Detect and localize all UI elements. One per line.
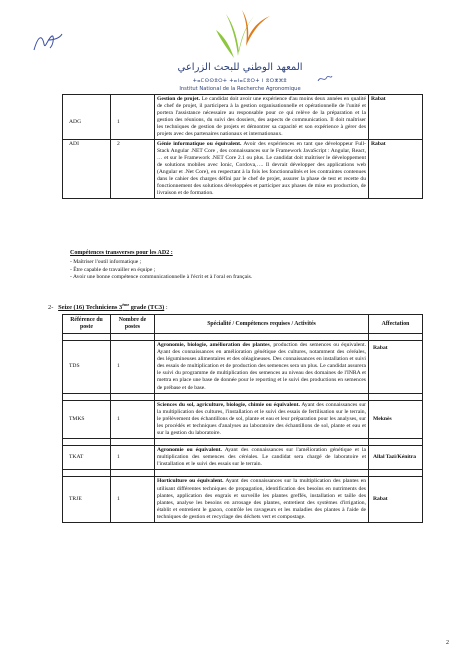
specialty-text: Ayant des connaissances sur la multiplication des plantes en utilisant différentes techniques de propagation, identification des besoins en nutriments des plantes, application des engrais et surveille les plantes greffés, installation et taille des plantes, analyse les besoins en arrosage des plantes, entretient des systèmes d'irrigation, établit et entretient le gazon, contrôle les ravageurs et les maladies des plantes à l'aide de techniques de gestion et recyclage des déchets vert et compostage. (157, 478, 366, 520)
column-header-reference: Référence du poste (63, 315, 111, 334)
column-header-specialty: Spécialité / Compétences requises / Activités (155, 315, 369, 334)
specialty-text: , production des semences ou équivalent. Ayant des connaissances en amélioration génétique des cultures, notamment des céréales, des légumineuses alimentaires et des oléagineuses. Des connaissances en installation et suivi des essais de multiplication et de production des semences sera un plus. Le candidat assurera le suivi du programme de multiplication des semences au niveau des domaines de l'INRA et mettra en place une base de donnée pour le reporting et le suivi des productions en semences de prébase et de base. (157, 342, 366, 391)
post-description (155, 477, 369, 523)
table-row (63, 341, 423, 394)
specialty-title: Génie informatique ou équivalent. (157, 141, 242, 147)
post-reference: TMKS (63, 400, 111, 438)
table-header-row (63, 315, 423, 334)
institute-name-tifinagh: ⵜⴰⵎⵙⵙⵓⵔⵜ ⵜⴰⵏⴰⵎⵓⵔⵜ ⵏ ⵓⵔⵣⵣⵓ (192, 78, 288, 84)
specialty-text: Ayant des connaissances sur l'amélioration génétique et la multiplication des semences des céréales. Le candidat sera chargé de laboratoire et l'installation et le suivi des essais sur le terrain. (157, 447, 366, 468)
post-description (155, 140, 369, 199)
specialty-title: Agronomie ou équivalent. (157, 447, 222, 454)
list-item: - Être capable de travailler en équipe ; (70, 266, 156, 273)
post-affectation: Allal Tazi/Kénitra (369, 446, 423, 470)
table-row (63, 95, 423, 140)
table-row (63, 140, 423, 199)
specialty-title: Gestion de projet. (157, 96, 201, 102)
column-header-affectation: Affectation (369, 315, 423, 334)
post-reference: TRJE (63, 477, 111, 523)
post-affectation: Meknès (369, 400, 423, 438)
competences-heading: Compétences transverses pour les AD2 : (70, 250, 173, 256)
post-affectation: Rabat (369, 95, 423, 140)
specialty-title: Sciences du sol, agriculture, biologie, chimie ou équivalent. (157, 401, 300, 408)
section-heading: 2- Seize (16) Techniciens 3ème grade (TC3) : (48, 302, 168, 312)
post-count: 1 (111, 477, 155, 523)
specialty-title: Horticulture ou équivalent. (157, 478, 224, 485)
institute-name-french: Institut National de la Recherche Agronomique (179, 86, 301, 92)
post-count: 2 (111, 140, 155, 199)
positions-table-tc3 (62, 314, 423, 523)
inra-logo-mark (196, 6, 282, 66)
inra-logo (196, 6, 282, 98)
table-row (63, 446, 423, 470)
handwritten-initials (30, 30, 66, 56)
positions-table-ad2 (62, 94, 423, 199)
post-description (155, 446, 369, 470)
post-reference: ADG (63, 95, 111, 140)
post-reference: ADI (63, 140, 111, 199)
column-header-count: Nombre de postes (111, 315, 155, 334)
list-item: - Maîtriser l'outil informatique ; (70, 259, 142, 265)
post-description (155, 341, 369, 394)
post-reference: TDS (63, 341, 111, 394)
post-count: 1 (111, 400, 155, 438)
post-count: 1 (111, 341, 155, 394)
specialty-text: Ayant des connaissances sur la multiplication des cultures, l'installation et le suivi des essais de fertilisation sur le terrain, le prélèvement des échantillons de sol, plante et eau et leur préparation pour les analyses, sur les procédés et techniques d'analyses au laboratoire des échantillons de sol, plante et eau et sur la gestion du laboratoire. (157, 401, 366, 437)
page-number: 2 (446, 640, 449, 646)
table-spacer-row (63, 439, 423, 446)
table-spacer-row (63, 334, 423, 341)
table-spacer-row (63, 393, 423, 400)
table-spacer-row (63, 470, 423, 477)
post-affectation: Rabat (369, 140, 423, 199)
handwritten-mark (316, 72, 334, 84)
post-count: 1 (111, 95, 155, 140)
list-item: - Avoir une bonne compétence communicationnelle à l'écrit et à l'oral en français. (70, 274, 253, 281)
table-row (63, 477, 423, 523)
institute-name-arabic: المعهد الوطني للبحث الزراعي (177, 62, 303, 73)
post-count: 1 (111, 446, 155, 470)
post-description (155, 400, 369, 438)
competences-list (70, 259, 252, 282)
post-affectation: Rabat (369, 341, 423, 394)
specialty-text: Le candidat doit avoir une expérience d'au moins deux années en qualité de chef de projet, il participera à la gestion organisationnelle et opérationnelle de l'unité et portera l'assistance nécessaire au responsable pour ce qui relève de la préparation et la gestion des réunions, du suivi des dossiers, des aspects de communication. Il doit maîtriser les techniques de gestion de projets et démontrer sa capacité et son expérience à gérer des projets avec des partenaires nationaux et internationaux. (157, 96, 366, 137)
post-affectation: Rabat (369, 477, 423, 523)
post-reference: TKAT (63, 446, 111, 470)
table-row (63, 400, 423, 438)
specialty-title: Agronomie, biologie, amélioration des plantes (157, 342, 270, 348)
specialty-text: Avoir des expériences en tant que développeur Full-Stack Angular .NET Core , des connaissances sur le Framework JavaScript : Angular, React, … et sur le Framework .NET Core 2.1 ou plus. Le candidat doit maîtriser le développement de solutions mobiles avec Ionic, Cordova,…. Il devrait développer des applications web (Angular et .Net Core), en respectant à la fois les fonctionnalités et les contraintes contenues dans le cahier des charges défini par le chef de projet, assurer la phase de test et recette du fonctionnement des solutions développées et participer aux phases de mise en production, de livraison et de formation. (157, 141, 366, 196)
post-description (155, 95, 369, 140)
